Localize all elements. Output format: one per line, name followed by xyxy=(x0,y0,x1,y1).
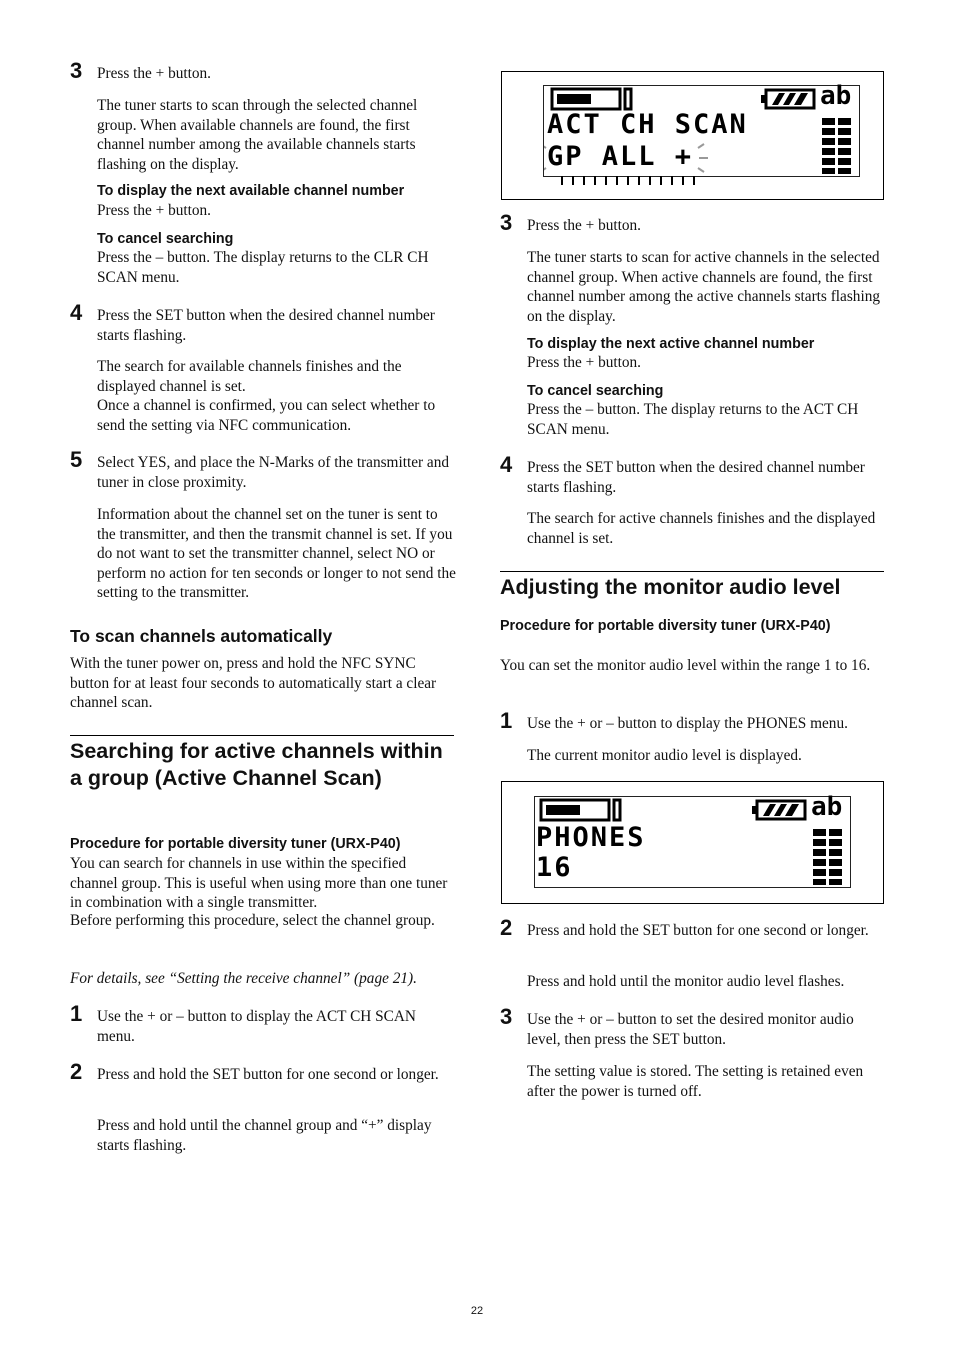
step-body: The setting value is stored. The setting is retained even after the power is turned off. xyxy=(527,1063,864,1100)
step-number: 3 xyxy=(500,1004,513,1029)
step-body: The tuner starts to scan through the selected channel group. When available channels are found, the first channel number among the available channels starts flashing on the display. xyxy=(97,97,418,173)
section-rule xyxy=(70,735,454,736)
lcd-screen xyxy=(534,792,851,888)
page-number: 22 xyxy=(470,1305,484,1317)
step-text: Use the + or – button to display the ACT CH SCAN menu. xyxy=(97,1008,416,1045)
subheading: To display the next available channel number xyxy=(97,183,405,199)
step-body: The search for active channels finishes and the displayed channel is set. xyxy=(527,510,876,547)
step-body: Once a channel is confirmed, you can select whether to send the setting via NFC communication. xyxy=(97,397,436,434)
lcd-ab: ab xyxy=(820,81,852,111)
step-number: 4 xyxy=(500,452,513,477)
procedure-heading: Procedure for portable diversity tuner (URX-P40) xyxy=(70,836,401,852)
step-body: The current monitor audio level is displayed. xyxy=(527,747,802,764)
step-text: Use the + or – button to set the desired monitor audio level, then press the SET button. xyxy=(527,1011,854,1048)
step-body: The search for available channels finishes and the displayed channel is set. xyxy=(97,358,402,395)
subheading: To cancel searching xyxy=(527,383,664,399)
step-text: Press the SET button when the desired channel number starts flashing. xyxy=(97,307,435,344)
step-number: 1 xyxy=(500,708,513,733)
step-body: Press and hold until the channel group and “+” display starts flashing. xyxy=(97,1117,432,1154)
lcd-line2: GP ALL + xyxy=(547,141,694,172)
section-subtitle: To scan channels automatically xyxy=(70,626,333,646)
step-text: Press the + button. xyxy=(527,217,642,234)
step-text: Select YES, and place the N-Marks of the transmitter and tuner in close proximity. xyxy=(97,454,450,491)
lcd-tick-scale xyxy=(554,176,704,186)
subheading-body: Press the – button. The display returns to the CLR CH SCAN menu. xyxy=(97,249,429,286)
step-body: Press and hold until the monitor audio level flashes. xyxy=(527,973,845,990)
lcd-line1: ACT CH SCAN xyxy=(547,109,748,140)
step-text: Press and hold the SET button for one second or longer. xyxy=(97,1066,439,1083)
section-title: Adjusting the monitor audio level xyxy=(500,575,841,599)
lcd-figure-phones xyxy=(501,781,884,904)
subheading-body: Press the + button. xyxy=(97,202,212,219)
section-rule xyxy=(500,571,884,572)
paragraph: Before performing this procedure, select the channel group. xyxy=(70,912,435,929)
subheading: To display the next active channel number xyxy=(527,336,815,352)
lcd-line2: 16 xyxy=(536,852,573,883)
paragraph: You can search for channels in use within the specified channel group. This is useful when using more than one tuner in combination with a single transmitter. xyxy=(70,855,448,912)
cross-reference: For details, see “Setting the receive channel” (page 21). xyxy=(70,970,417,987)
step-text: Use the + or – button to display the PHONES menu. xyxy=(527,715,848,732)
lcd-figure-act-ch-scan xyxy=(501,71,884,200)
lcd-screen xyxy=(543,81,860,177)
section-title: Searching for active channels within a group (Active Channel Scan) xyxy=(70,739,443,790)
level-meter-icon xyxy=(813,829,842,885)
step-number: 5 xyxy=(70,447,83,472)
paragraph: You can set the monitor audio level within the range 1 to 16. xyxy=(500,657,871,674)
procedure-heading: Procedure for portable diversity tuner (URX-P40) xyxy=(500,618,831,634)
subheading-body: Press the + button. xyxy=(527,354,642,371)
paragraph: With the tuner power on, press and hold the NFC SYNC button for at least four seconds to automatically start a clear channel scan. xyxy=(70,655,437,712)
step-text: Press the SET button when the desired channel number starts flashing. xyxy=(527,459,865,496)
step-number: 2 xyxy=(70,1059,83,1084)
lcd-ab: ab xyxy=(811,792,843,822)
subheading-body: Press the – button. The display returns to the ACT CH SCAN menu. xyxy=(527,401,859,438)
step-text: Press the + button. xyxy=(97,65,212,82)
step-number: 2 xyxy=(500,915,513,940)
lcd-line1: PHONES xyxy=(536,822,646,853)
step-body: The tuner starts to scan for active channels in the selected channel group. When active channels are found, the first channel number among the active channels starts flashing on the display. xyxy=(527,249,880,325)
step-body: Information about the channel set on the tuner is sent to the transmitter, and then the transmit channel is set. If you do not want to set the transmitter channel, select NO or perform no action for ten seconds or longer to not send the setting to the transmitter. xyxy=(97,506,456,602)
step-number: 3 xyxy=(70,58,83,83)
level-meter-icon xyxy=(822,118,851,174)
subheading: To cancel searching xyxy=(97,231,234,247)
step-number: 1 xyxy=(70,1001,83,1026)
step-text: Press and hold the SET button for one second or longer. xyxy=(527,922,869,939)
step-number: 4 xyxy=(70,300,83,325)
step-number: 3 xyxy=(500,210,513,235)
